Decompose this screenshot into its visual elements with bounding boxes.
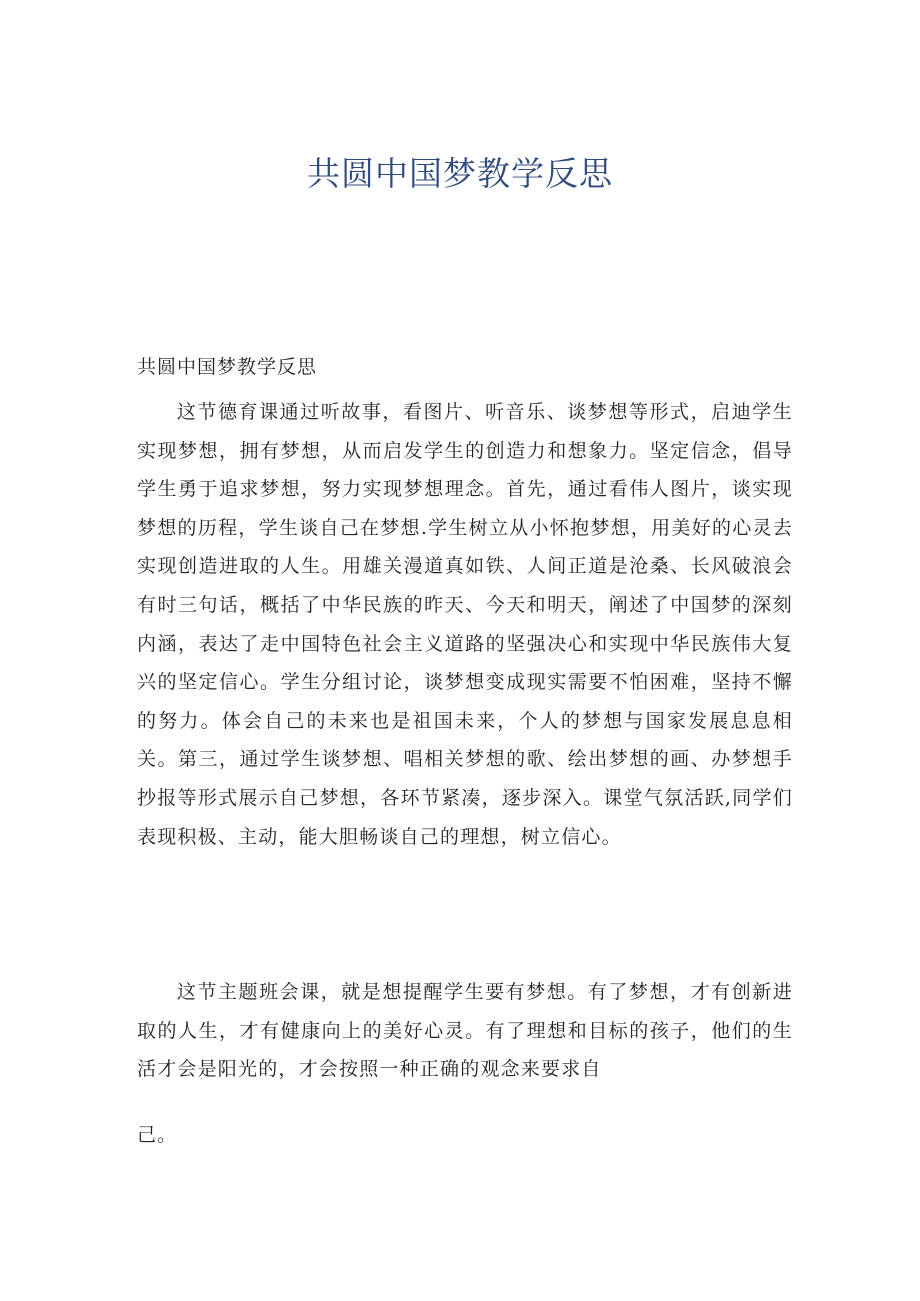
paragraph-2: 这节主题班会课，就是想提醒学生要有梦想。有了梦想，才有创新进取的人生，才有健康向上的美好心灵。有了理想和目标的孩子，他们的生活才会是阳光的，才会按照一种正确的观念来要求自 xyxy=(137,981,793,1081)
document-title: 共圆中国梦教学反思 xyxy=(307,154,613,193)
paragraph-1: 这节德育课通过听故事，看图片、听音乐、谈梦想等形式，启迪学生实现梦想，拥有梦想，从而启发学生的创造力和想象力。坚定信念，倡导学生勇于追求梦想，努力实现梦想理念。首先，通过看伟人图片，谈实现梦想的历程，学生谈自己在梦想.学生树立从小怀抱梦想，用美好的心灵去实现创造进取的人生。用雄关漫道真如铁、人间正道是沧桑、长风破浪会有时三句话，概括了中华民族的昨天、今天和明天，阐述了中国梦的深刻内涵，表达了走中国特色社会主义道路的坚强决心和实现中华民族伟大复兴的坚定信心。学生分组讨论，谈梦想变成现实需要不怕困难，坚持不懈的努力。体会自己的未来也是祖国未来，个人的梦想与国家发展息息相关。第三，通过学生谈梦想、唱相关梦想的歌、绘出梦想的画、办梦想手抄报等形式展示自己梦想，各环节紧凑，逐步深入。课堂气氛活跃,同学们表现积极、主动，能大胆畅谈自己的理想，树立信心。 xyxy=(137,401,793,848)
paragraph-tail: 己。 xyxy=(137,1124,178,1146)
section-heading: 共圆中国梦教学反思 xyxy=(137,356,318,378)
